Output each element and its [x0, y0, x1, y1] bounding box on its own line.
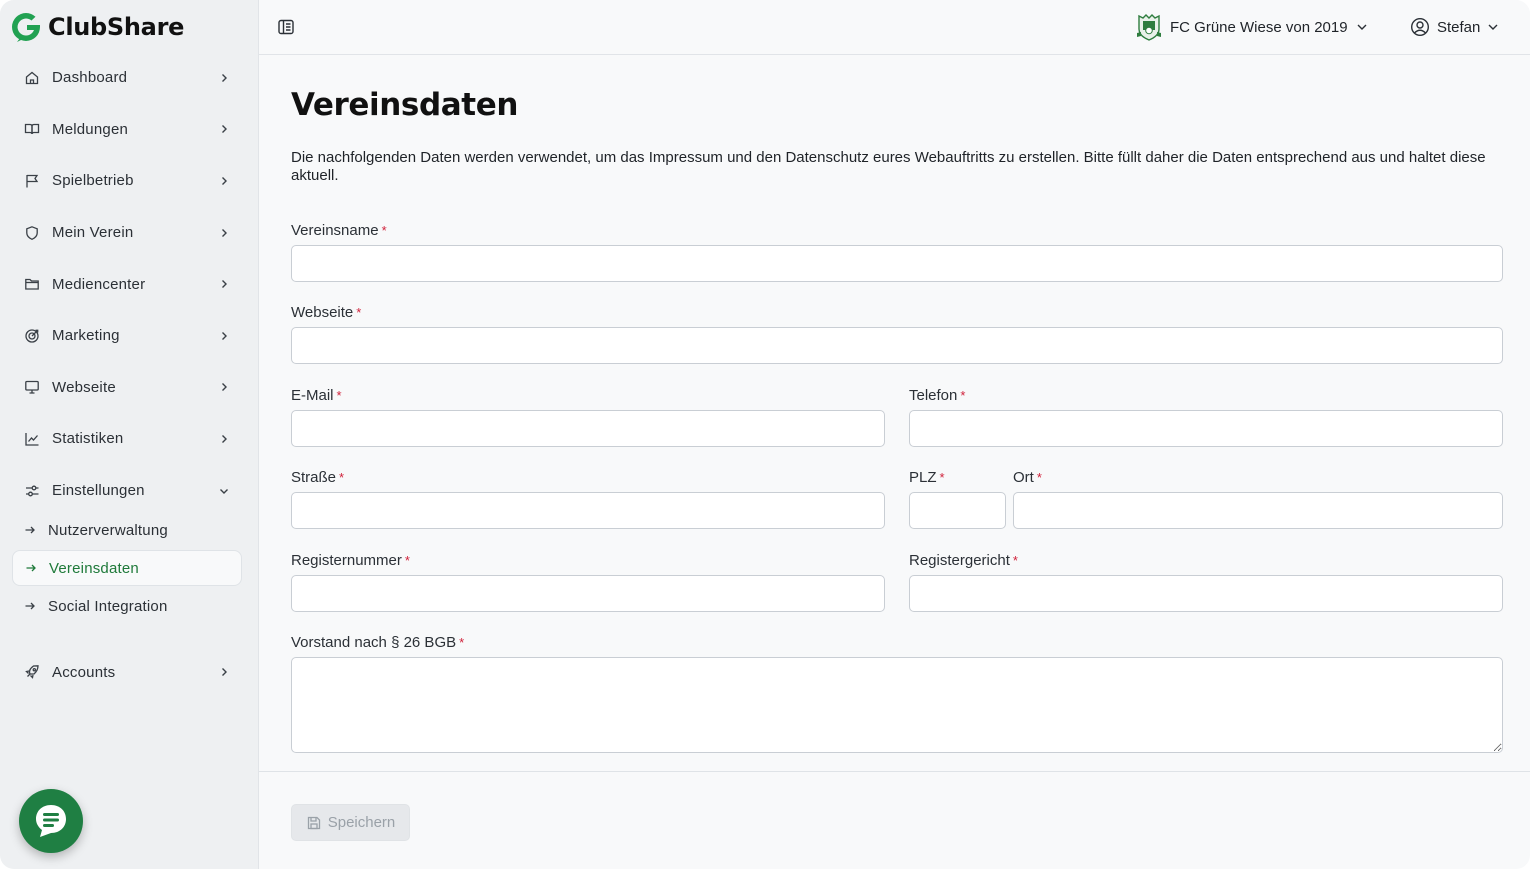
chevron-right-icon: [218, 175, 230, 187]
sidebar: [0, 0, 259, 869]
vorstand-textarea[interactable]: [291, 657, 1503, 753]
nav-spacer: [12, 626, 242, 646]
field-webseite: [291, 304, 1503, 364]
club-selector[interactable]: [1136, 12, 1368, 42]
save-button[interactable]: [291, 804, 410, 841]
rocket-icon: [24, 664, 40, 680]
chevron-right-icon: [218, 123, 230, 135]
sidebar-toggle-icon[interactable]: [277, 18, 295, 36]
chart-line-icon: [24, 431, 40, 447]
plz-input[interactable]: [909, 492, 1006, 529]
brand-logo[interactable]: [10, 10, 184, 44]
field-label: Webseite *: [291, 304, 362, 321]
sidebar-subitem-vereinsdaten[interactable]: [12, 550, 242, 586]
sidebar-subitem-label: Nutzerverwaltung: [48, 521, 168, 539]
field-label: Straße *: [291, 469, 345, 486]
sidebar-item-dashboard[interactable]: [12, 52, 242, 104]
ort-input[interactable]: [1013, 492, 1503, 529]
sidebar-item-label: Mediencenter: [52, 275, 146, 293]
sidebar-item-mein-verein[interactable]: [12, 207, 242, 259]
sidebar-item-label: Mein Verein: [52, 224, 134, 242]
sidebar-item-label: Einstellungen: [52, 482, 145, 500]
chevron-right-icon: [218, 227, 230, 239]
field-vorstand: [291, 634, 1503, 753]
sidebar-item-label: Marketing: [52, 327, 120, 345]
top-bar: [259, 0, 1530, 55]
user-name: Stefan: [1437, 18, 1481, 36]
arrow-right-icon: [24, 524, 38, 536]
sidebar-item-marketing[interactable]: [12, 310, 242, 362]
sidebar-item-label: Spielbetrieb: [52, 172, 134, 190]
target-icon: [24, 328, 40, 344]
sidebar-item-label: Accounts: [52, 663, 116, 681]
page-title: Vereinsdaten: [291, 87, 519, 123]
email-input[interactable]: [291, 410, 885, 447]
sidebar-item-mediencenter[interactable]: [12, 258, 242, 310]
main-content: [259, 55, 1530, 869]
field-vereinsname: [291, 222, 1503, 282]
user-circle-icon: [1410, 17, 1430, 37]
book-open-icon: [24, 121, 40, 137]
registergericht-input[interactable]: [909, 575, 1503, 612]
chevron-down-icon: [218, 485, 230, 497]
field-label: E-Mail *: [291, 387, 342, 404]
registernummer-input[interactable]: [291, 575, 885, 612]
home-icon: [24, 70, 40, 86]
vereinsname-input[interactable]: [291, 245, 1503, 282]
chat-icon: [31, 801, 71, 841]
chevron-right-icon: [218, 433, 230, 445]
club-name: FC Grüne Wiese von 2019: [1170, 18, 1348, 36]
sidebar-subitem-label: Vereinsdaten: [49, 559, 139, 577]
chevron-right-icon: [218, 330, 230, 342]
field-registergericht: [909, 552, 1503, 612]
page-intro: Die nachfolgenden Daten werden verwendet, um das Impressum und den Datenschutz eures Webauftritts zu erstellen. Bitte füllt daher die Daten entsprechend aus und haltet diese aktuell.: [291, 149, 1486, 184]
arrow-right-icon: [25, 562, 39, 574]
form-footer-divider: [259, 771, 1530, 772]
brand-name: ClubShare: [48, 13, 185, 41]
field-telefon: [909, 387, 1503, 447]
telefon-input[interactable]: [909, 410, 1503, 447]
sliders-icon: [24, 483, 40, 499]
sidebar-subitem-label: Social Integration: [48, 597, 168, 615]
arrow-right-icon: [24, 600, 38, 612]
sidebar-item-statistiken[interactable]: [12, 413, 242, 465]
sidebar-item-einstellungen[interactable]: [12, 465, 242, 517]
folder-icon: [24, 276, 40, 292]
field-label: PLZ *: [909, 469, 945, 486]
field-label: Registernummer *: [291, 552, 410, 569]
sidebar-item-accounts[interactable]: [12, 646, 242, 698]
sidebar-subitem-social-integration[interactable]: [12, 588, 242, 624]
monitor-icon: [24, 379, 40, 395]
chevron-down-icon: [1487, 21, 1499, 33]
save-button-label: Speichern: [327, 814, 396, 831]
field-email: [291, 387, 885, 447]
webseite-input[interactable]: [291, 327, 1503, 364]
sidebar-subitem-nutzerverwaltung[interactable]: [12, 512, 242, 548]
chat-support-button[interactable]: [19, 789, 83, 853]
sidebar-item-webseite[interactable]: [12, 362, 242, 414]
field-plz: [909, 469, 1006, 529]
field-label: Telefon *: [909, 387, 966, 404]
chevron-right-icon: [218, 72, 230, 84]
field-label: Registergericht *: [909, 552, 1018, 569]
field-label: Vorstand nach § 26 BGB *: [291, 634, 465, 651]
field-label: Vereinsname *: [291, 222, 387, 239]
sidebar-item-label: Meldungen: [52, 120, 129, 138]
settings-subnav: [12, 512, 242, 624]
user-menu[interactable]: [1410, 14, 1499, 40]
strasse-input[interactable]: [291, 492, 885, 529]
chevron-right-icon: [218, 381, 230, 393]
save-icon: [306, 815, 322, 831]
sidebar-item-label: Dashboard: [52, 69, 128, 87]
chevron-right-icon: [218, 666, 230, 678]
shield-icon: [24, 225, 40, 241]
field-registernummer: [291, 552, 885, 612]
sidebar-item-meldungen[interactable]: [12, 104, 242, 156]
field-ort: [1013, 469, 1503, 529]
sidebar-item-spielbetrieb[interactable]: [12, 155, 242, 207]
club-crest-icon: [1136, 13, 1162, 41]
clubshare-logo-icon: [10, 11, 42, 43]
chevron-right-icon: [218, 278, 230, 290]
chevron-down-icon: [1356, 21, 1368, 33]
sidebar-item-label: Statistiken: [52, 430, 124, 448]
sidebar-item-label: Webseite: [52, 378, 116, 396]
field-label: Ort *: [1013, 469, 1042, 486]
field-strasse: [291, 469, 885, 529]
flag-icon: [24, 173, 40, 189]
sidebar-nav: [12, 52, 242, 698]
